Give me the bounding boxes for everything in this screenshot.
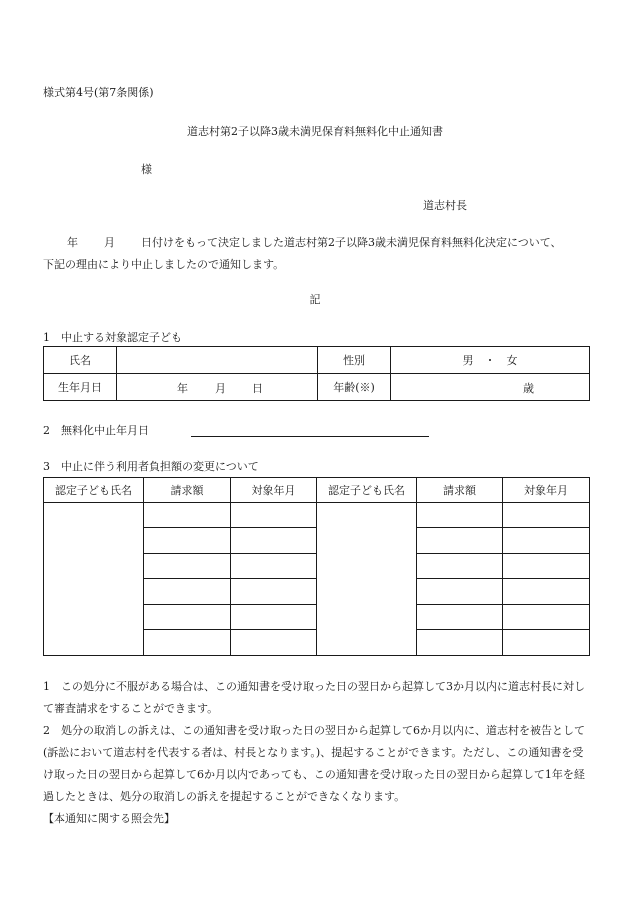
period-cell bbox=[231, 630, 317, 656]
age-label: 年齢(※) bbox=[318, 374, 391, 401]
amount-cell bbox=[144, 605, 231, 630]
period-cell bbox=[231, 605, 317, 630]
period-cell bbox=[503, 630, 590, 656]
col-period-right: 対象年月 bbox=[503, 478, 590, 503]
gender-label: 性別 bbox=[318, 347, 391, 374]
amount-cell bbox=[417, 579, 503, 605]
period-cell bbox=[503, 554, 590, 579]
amount-cell bbox=[144, 528, 231, 554]
amount-cell bbox=[417, 554, 503, 579]
amount-cell bbox=[417, 528, 503, 554]
amount-cell bbox=[417, 503, 503, 528]
intro-line-2: 下記の理由により中止しましたので通知します。 bbox=[43, 258, 285, 271]
intro-date-year: 年 bbox=[67, 236, 78, 249]
section3-heading: 3 中止に伴う利用者負担額の変更について bbox=[43, 460, 259, 473]
period-cell bbox=[231, 528, 317, 554]
addressee-suffix: 様 bbox=[141, 163, 152, 176]
amount-cell bbox=[144, 579, 231, 605]
section1-heading: 1 中止する対象認定子ども bbox=[43, 331, 182, 344]
period-cell bbox=[503, 503, 590, 528]
dob-month: 月 bbox=[215, 382, 226, 395]
col-amount-right: 請求額 bbox=[417, 478, 503, 503]
dob-day: 日 bbox=[252, 382, 263, 395]
contact-heading: 【本通知に関する照会先】 bbox=[43, 812, 175, 825]
period-cell bbox=[503, 579, 590, 605]
intro-line-1: 日付けをもって決定しました道志村第2子以降3歳未満児保育料無料化決定について、 bbox=[141, 236, 562, 249]
age-value-cell bbox=[391, 374, 590, 401]
appeal-note-2: 2 処分の取消しの訴えは、この通知書を受け取った日の翌日から起算して6か月以内に、道志村を被告として(訴訟において道志村を代表する者は、村長となります。)、提起することができます。ただし、この通知書を受け取った日の翌日から起算して6か月以内であっても、この通知書を受け取った日の翌日から起算して1年を経過したときは、処分の取消しの訴えを提起することができなくなります。 bbox=[43, 724, 585, 803]
appeal-note-1: 1 この処分に不服がある場合は、この通知書を受け取った日の翌日から起算して3か月以内に道志村長に対して審査請求をすることができます。 bbox=[43, 680, 585, 715]
section2-heading: 2 無料化中止年月日 bbox=[43, 424, 149, 437]
amount-cell bbox=[417, 605, 503, 630]
period-cell bbox=[231, 503, 317, 528]
amount-cell bbox=[144, 630, 231, 656]
age-unit: 歳 bbox=[523, 382, 534, 395]
ki-marker: 記 bbox=[309, 293, 321, 306]
period-cell bbox=[231, 554, 317, 579]
gender-options: 男 ・ 女 bbox=[391, 347, 590, 374]
amount-cell bbox=[144, 503, 231, 528]
dob-year: 年 bbox=[177, 382, 188, 395]
col-amount-left: 請求額 bbox=[144, 478, 231, 503]
child-info-table bbox=[43, 346, 590, 401]
col-child-name-right: 認定子ども氏名 bbox=[317, 478, 417, 503]
form-number: 様式第4号(第7条関係) bbox=[43, 86, 154, 99]
dob-value-cell bbox=[117, 374, 318, 401]
amount-cell bbox=[144, 554, 231, 579]
stop-date-blank-line bbox=[191, 436, 429, 437]
amount-cell bbox=[417, 630, 503, 656]
period-cell bbox=[503, 605, 590, 630]
period-cell bbox=[231, 579, 317, 605]
dob-label: 生年月日 bbox=[44, 374, 117, 401]
period-cell bbox=[503, 528, 590, 554]
page-title: 道志村第2子以降3歳未満児保育料無料化中止通知書 bbox=[187, 125, 443, 138]
name-value-cell bbox=[117, 347, 318, 374]
intro-date-month: 月 bbox=[104, 236, 115, 249]
issuer-name: 道志村長 bbox=[423, 199, 467, 212]
child-name-right-cell bbox=[317, 503, 417, 656]
fee-change-table bbox=[43, 477, 590, 656]
col-period-left: 対象年月 bbox=[231, 478, 317, 503]
col-child-name-left: 認定子ども氏名 bbox=[44, 478, 144, 503]
child-name-left-cell bbox=[44, 503, 144, 656]
name-label: 氏名 bbox=[44, 347, 117, 374]
